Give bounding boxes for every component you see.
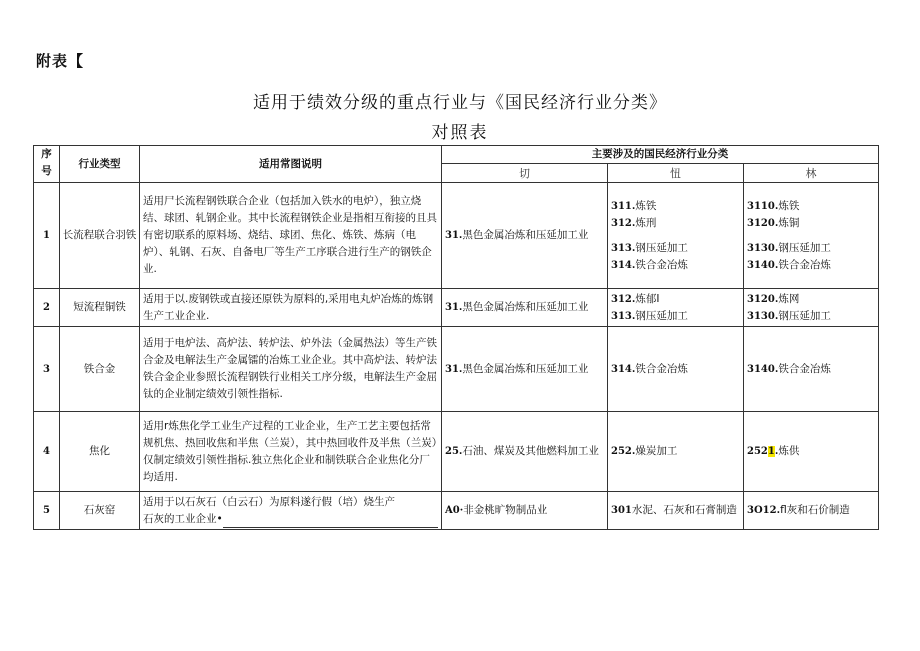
minor-text: 钢压延加工 — [778, 309, 831, 322]
minor-code — [747, 446, 778, 457]
minor-code: 3120. — [747, 293, 779, 305]
minor-code: 3140. — [747, 363, 779, 375]
row-serial: 3 — [34, 327, 60, 412]
subheader-medium: 忸 — [608, 164, 744, 183]
row-minor-category — [744, 289, 879, 327]
medium-code: 301 — [611, 505, 632, 516]
medium-text: 炼铁 — [635, 199, 657, 212]
row-description: 适用于以.废钢铁或直接还原铁为原料的,采用电丸炉冶炼的炼钢生产工业企业. — [140, 289, 442, 327]
medium-text: 钢压延加工 — [635, 309, 688, 322]
minor-text: 炼铜 — [778, 216, 800, 229]
header-serial: 序号 — [34, 146, 60, 183]
row-major-category — [442, 412, 608, 492]
row-industry: 铁合金 — [60, 327, 140, 412]
row-medium-category — [608, 492, 744, 530]
highlight-mark: 1 — [767, 446, 775, 457]
minor-text: 炼供 — [778, 445, 800, 457]
minor-code: 3130. — [747, 242, 779, 254]
major-code: 31. — [445, 363, 463, 375]
minor-text: 钢压延加工 — [778, 241, 831, 254]
annex-label: 附表【 — [36, 52, 85, 70]
medium-code: 313. — [611, 310, 636, 322]
medium-text: 炼郁I — [635, 292, 660, 305]
major-text: 黑色金属冶炼和压延加工业 — [462, 229, 589, 241]
minor-code-prefix: 252 — [747, 446, 768, 457]
row-minor-category — [744, 492, 879, 530]
row-medium-category — [608, 289, 744, 327]
minor-code: 3O12. — [747, 505, 781, 516]
row-major-category — [442, 492, 608, 530]
row-major-category — [442, 183, 608, 289]
desc-line: 适用于以石灰石（白云石）为原料遂行假（培）烧生产 — [143, 495, 395, 508]
row-serial: 1 — [34, 183, 60, 289]
minor-code: 3140. — [747, 259, 779, 271]
row-industry: 长流程联合羽铁 — [60, 183, 140, 289]
minor-code: 3120. — [747, 217, 779, 229]
document-subtitle: 对照表 — [431, 123, 489, 143]
medium-text: 钢压延加工 — [635, 241, 688, 254]
minor-code: 3110. — [747, 200, 779, 212]
table-header-row — [34, 146, 879, 164]
row-medium-category — [608, 183, 744, 289]
medium-text: 铁合金冶炼 — [635, 362, 688, 375]
header-scope: 适用常图说明 — [140, 146, 442, 183]
minor-text: 铁合金冶炼 — [778, 258, 831, 271]
medium-code: 314. — [611, 363, 636, 375]
minor-text: 炼网 — [778, 292, 800, 305]
table-row — [34, 412, 879, 492]
table-row — [34, 492, 879, 530]
table-row — [34, 327, 879, 412]
medium-code: 314. — [611, 259, 636, 271]
medium-code: 252. — [611, 446, 636, 457]
row-major-category — [442, 327, 608, 412]
row-description: 适用尸长流程钢铁联合企业（包括加入铁水的电炉），独立烧结、球团、轧钢企业。其中长流程钢铁企业是指相互衔接的且具有密切联系的原料场、烧结、球团、焦化、炼铁、炼病（电炉）、轧钢、石灰、自备电厂等生产工序联合进行生产的钢铁企业. — [140, 183, 442, 289]
minor-text: fl灰和石价制造 — [780, 504, 850, 516]
minor-text: 铁合金冶炼 — [778, 362, 831, 375]
medium-text: 铁合金冶炼 — [635, 258, 688, 271]
major-code: 31. — [445, 230, 463, 241]
row-minor-category — [744, 412, 879, 492]
blank-underline — [223, 519, 438, 528]
row-minor-category — [744, 183, 879, 289]
medium-text: 炼刑 — [635, 216, 657, 229]
row-description: 适用r炼焦化学工业生产过程的工业企业，生产工艺主要包括常规机焦、热回收焦和半焦（兰炭），其中热回收件及半焦（兰炭）仅制定绩效引领性指标.独立焦化企业和制铁联合企业焦化分厂均适用. — [140, 412, 442, 492]
medium-text: 水泥、石灰和石膏制造 — [631, 504, 737, 516]
major-code: 25. — [445, 446, 463, 457]
medium-text: 燥炭加工 — [635, 445, 678, 457]
major-code: A0· — [445, 505, 464, 516]
row-description: 适用于电炉法、高炉法、转炉法、炉外法（金属热法）等生产铁合金及电解法生产金属镭的冶炼工业企业。其中高炉法、转炉法铁合金企业参照长流程钢铁行业相关工序分级，电解法生产金屈钛的企业制定绩效引领性指标. — [140, 327, 442, 412]
major-code: 31. — [445, 302, 463, 313]
table-row — [34, 183, 879, 289]
subheader-major: 切 — [442, 164, 608, 183]
row-description — [140, 492, 442, 530]
header-classification: 主要涉及的国民经济行业分类 — [442, 146, 879, 164]
table-row — [34, 289, 879, 327]
desc-line: 石灰的工业企业• — [143, 512, 223, 525]
row-industry: 焦化 — [60, 412, 140, 492]
subheader-minor: 林 — [744, 164, 879, 183]
major-text: 非金桃旷物制品业 — [463, 504, 548, 516]
row-industry: 短流程铜铁 — [60, 289, 140, 327]
industry-classification-table — [33, 145, 879, 530]
document-title: 适用于绩效分级的重点行业与《国民经济行业分类》 — [253, 93, 667, 113]
medium-code: 312. — [611, 217, 636, 229]
row-serial: 2 — [34, 289, 60, 327]
medium-code: 313. — [611, 242, 636, 254]
minor-code-suffix: . — [774, 446, 779, 457]
row-medium-category — [608, 327, 744, 412]
row-serial: 5 — [34, 492, 60, 530]
header-industry-type: 行业类型 — [60, 146, 140, 183]
major-text: 黑色金属冶炼和压延加工业 — [462, 301, 589, 313]
row-industry: 石灰窑 — [60, 492, 140, 530]
minor-text: 炼铁 — [778, 199, 800, 212]
row-major-category — [442, 289, 608, 327]
minor-code: 3130. — [747, 310, 779, 322]
row-minor-category — [744, 327, 879, 412]
row-serial: 4 — [34, 412, 60, 492]
medium-code: 311. — [611, 200, 636, 212]
major-text: 石油、煤炭及其他燃料加工业 — [462, 445, 599, 457]
medium-code: 312. — [611, 293, 636, 305]
major-text: 黑色金属冶炼和压延加工业 — [462, 362, 589, 375]
row-medium-category — [608, 412, 744, 492]
